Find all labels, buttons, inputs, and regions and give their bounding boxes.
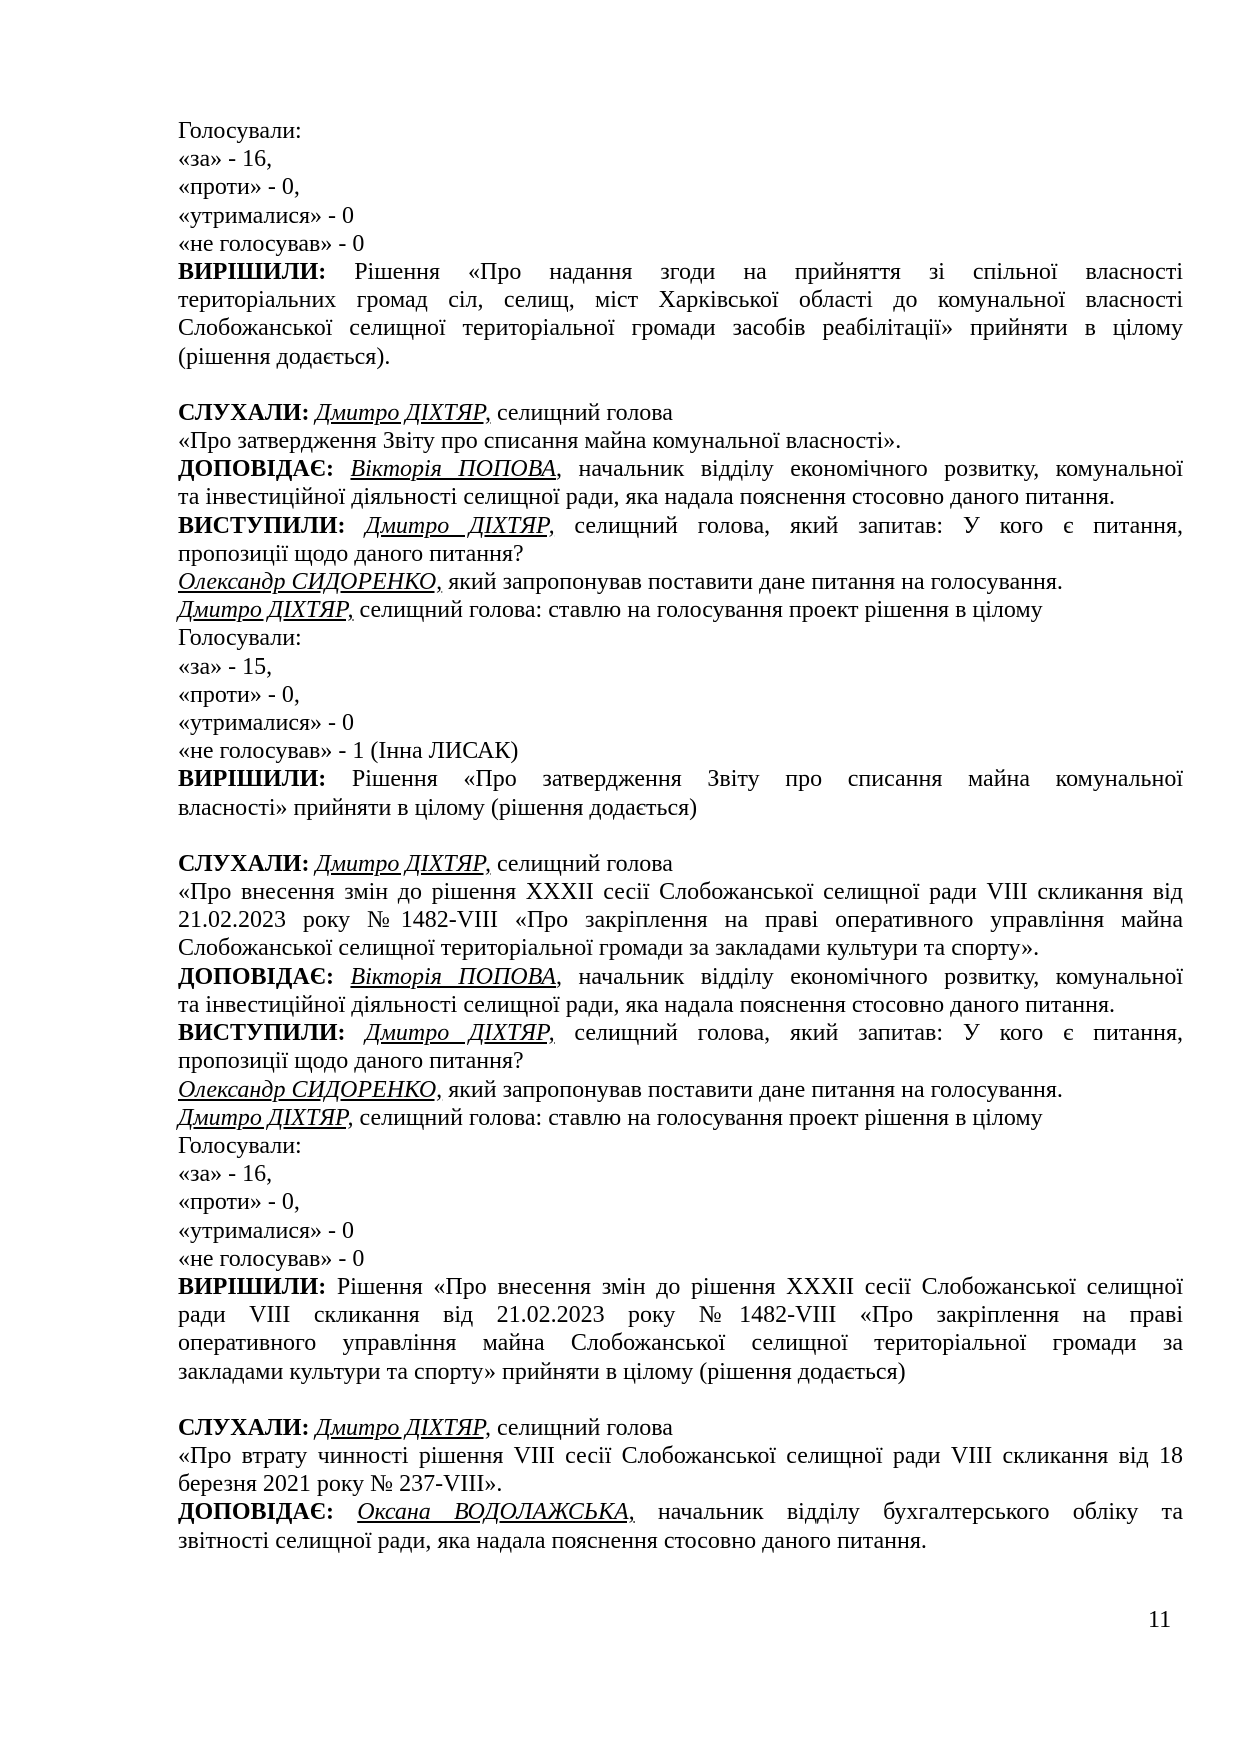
agenda-item-4 (178, 1414, 1183, 1555)
heard-label: СЛУХАЛИ: (178, 399, 310, 426)
spoke-text: селищний голова, який запитав: У кого є питання, (554, 1020, 1183, 1047)
topic-line: «Про затвердження Звіту про списання майна комунальної власності». (178, 428, 902, 455)
vote-abstain: «утрималися» - 0 (178, 1217, 355, 1244)
chair-name: Дмитро ДІХТЯР, (178, 597, 354, 624)
heard-line (178, 1414, 1183, 1442)
proposer-name: Олександр СИДОРЕНКО, (178, 569, 443, 596)
chair-name: Дмитро ДІХТЯР, (178, 1104, 354, 1131)
reporter-name: Оксана ВОДОЛАЖСЬКА, (357, 1499, 635, 1526)
vote-against: «проти» - 0, (178, 174, 300, 201)
heard-line (178, 850, 1183, 878)
votes-title: Голосували: (178, 1132, 302, 1159)
agenda-item-1-tail (178, 117, 1183, 371)
decision-line: власності» прийняти в цілому (рішення додається) (178, 794, 698, 821)
speaker-role: селищний голова (490, 850, 673, 877)
decision-line: оперативного управління майна Слобожанської селищної територіальної громади за (178, 1330, 1183, 1357)
reporter-label: ДОПОВІДАЄ: (178, 963, 334, 990)
spoke-label: ВИСТУПИЛИ: (178, 1020, 346, 1047)
reporter-line (178, 455, 1183, 483)
reporter-label: ДОПОВІДАЄ: (178, 1499, 334, 1526)
decided-label: ВИРІШИЛИ: (178, 259, 327, 286)
proposer-line (178, 1076, 1183, 1104)
topic-line: березня 2021 року № 237-VIII». (178, 1471, 503, 1498)
heard-label: СЛУХАЛИ: (178, 1414, 310, 1441)
proposer-text: який запропонував поставити дане питання на голосування. (442, 569, 1063, 596)
decision-line: Слобожанської селищної територіальної громади засобів реабілітації» прийняти в цілому (178, 315, 1183, 342)
vote-none: «не голосував» - 0 (178, 1245, 365, 1272)
reporter-name: Вікторія ПОПОВА (350, 963, 557, 990)
topic-line: «Про втрату чинності рішення VIII сесії Слобожанської селищної ради VIII скликання від 18 (178, 1442, 1183, 1469)
decision-line (178, 258, 1183, 286)
reporter-name: Вікторія ПОПОВА (350, 456, 557, 483)
reporter-line: та інвестиційної діяльності селищної ради, яка надала пояснення стосовно даного питання. (178, 991, 1115, 1018)
agenda-item-2 (178, 399, 1183, 822)
vote-none: «не голосував» - 0 (178, 230, 365, 257)
reporter-line: звітності селищної ради, яка надала пояснення стосовно даного питання. (178, 1527, 927, 1554)
speaker-name: Дмитро ДІХТЯР, (315, 1414, 491, 1441)
decision-line: ради VIII скликання від 21.02.2023 року №1482-VIII «Про закріплення на праві (178, 1302, 1183, 1329)
vote-for: «за» - 16, (178, 1161, 273, 1188)
votes-title: Голосували: (178, 118, 302, 144)
speaker-name: Дмитро ДІХТЯР, (315, 850, 491, 877)
spoke-line (178, 1019, 1183, 1047)
speaker-name: Дмитро ДІХТЯР, (315, 399, 491, 426)
decided-label: ВИРІШИЛИ: (178, 766, 327, 793)
speaker-role: селищний голова (490, 399, 673, 426)
proposer-text: який запропонував поставити дане питання на голосування. (442, 1076, 1063, 1103)
spoke-line: пропозиції щодо даного питання? (178, 540, 524, 567)
decision-text: Рішення «Про внесення змін до рішення ХХХІІ сесії Слобожанської селищної (326, 1273, 1183, 1300)
topic-line: «Про внесення змін до рішення ХХХІІ сесії Слобожанської селищної ради VIII скликання від (178, 879, 1183, 906)
decision-line (178, 1273, 1183, 1301)
spacer (178, 822, 1183, 850)
decided-label: ВИРІШИЛИ: (178, 1273, 327, 1300)
spoke-label: ВИСТУПИЛИ: (178, 512, 346, 539)
chair-line (178, 1104, 1183, 1132)
votes-title: Голосували: (178, 625, 302, 652)
decision-line: (рішення додається). (178, 343, 391, 370)
reporter-line (178, 1498, 1183, 1526)
spoke-line (178, 512, 1183, 540)
decision-text: Рішення «Про затвердження Звіту про списання майна комунальної (326, 766, 1183, 793)
vote-none: «не голосував» - 1 (Інна ЛИСАК) (178, 738, 519, 765)
spoke-text: селищний голова, який запитав: У кого є питання, (554, 512, 1183, 539)
decision-line (178, 765, 1183, 793)
spacer (178, 371, 1183, 399)
decision-line: закладами культури та спорту» прийняти в цілому (рішення додається) (178, 1358, 906, 1385)
reporter-label: ДОПОВІДАЄ: (178, 456, 334, 483)
heard-line (178, 399, 1183, 427)
vote-abstain: «утрималися» - 0 (178, 710, 355, 737)
reporter-role: начальник відділу бухгалтерського обліку та (634, 1499, 1183, 1526)
spoke-name: Дмитро ДІХТЯР, (365, 1020, 555, 1047)
speaker-role: селищний голова (490, 1414, 673, 1441)
decision-text: Рішення «Про надання згоди на прийняття зі спільної власності (326, 259, 1183, 286)
chair-line (178, 596, 1183, 624)
proposer-line (178, 568, 1183, 596)
topic-line: Слобожанської селищної територіальної громади за закладами культури та спорту». (178, 935, 1040, 962)
spacer (178, 1386, 1183, 1414)
vote-for: «за» - 16, (178, 146, 273, 173)
heard-label: СЛУХАЛИ: (178, 850, 310, 877)
agenda-item-3 (178, 850, 1183, 1386)
chair-text: селищний голова: ставлю на голосування проект рішення в цілому (353, 597, 1043, 624)
reporter-line (178, 963, 1183, 991)
topic-line: 21.02.2023 року №1482-VIII «Про закріплення на праві оперативного управління майна (178, 907, 1183, 934)
spoke-line: пропозиції щодо даного питання? (178, 1048, 524, 1075)
vote-abstain: «утрималися» - 0 (178, 202, 355, 229)
reporter-role: , начальник відділу економічного розвитку, комунальної (556, 963, 1183, 990)
page-number: 11 (1148, 1607, 1172, 1633)
proposer-name: Олександр СИДОРЕНКО, (178, 1076, 443, 1103)
reporter-line: та інвестиційної діяльності селищної ради, яка надала пояснення стосовно даного питання. (178, 484, 1115, 511)
decision-line: територіальних громад сіл, селищ, міст Харківської області до комунальної власності (178, 287, 1183, 314)
document-page (178, 117, 1183, 1555)
vote-against: «проти» - 0, (178, 681, 300, 708)
vote-for: «за» - 15, (178, 653, 273, 680)
chair-text: селищний голова: ставлю на голосування проект рішення в цілому (353, 1104, 1043, 1131)
spoke-name: Дмитро ДІХТЯР, (365, 512, 555, 539)
vote-against: «проти» - 0, (178, 1189, 300, 1216)
reporter-role: , начальник відділу економічного розвитку, комунальної (556, 456, 1183, 483)
